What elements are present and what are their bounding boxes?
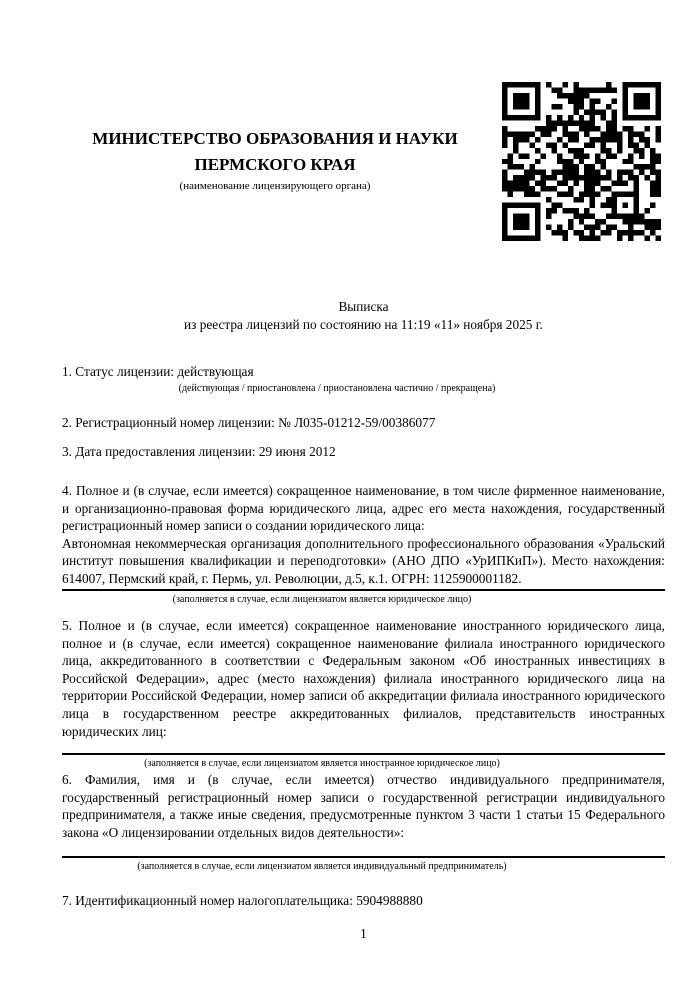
grant-date-text: 3. Дата предоставления лицензии: 29 июня 2012 — [62, 444, 336, 459]
document-header — [62, 126, 488, 193]
qr-code-icon — [502, 82, 661, 241]
license-status-note: (действующая / приостановлена / приостановлена частично / прекращена) — [178, 382, 496, 394]
legal-entity-underline — [62, 589, 665, 591]
item-license-status — [62, 363, 665, 395]
legal-entity-value: Автономная некоммерческая организация дополнительного профессионального образования «Уральский институт повышения квалификации и переподготовки» (АНО ДПО «УрИПКиП»). Место нахождения: 614007, Пермский край, г. Пермь, ул. Революции, д.5, к.1. ОГРН: 1125900001182. — [62, 535, 665, 586]
foreign-entity-label: 5. Полное и (в случае, если имеется) сокращенное наименование иностранного юридического лица, полное и (в случае, если имеется) сокращенное наименование филиала иностранного юридического лица, аккредитованного в соответствии с Федеральным законом «Об иностранных инвестициях в Российской Федерации», адрес (место нахождения) филиала иностранного юридического лица на территории Российской Федерации, номер записи об аккредитации филиала иностранного юридического лица в государственном реестре аккредитованных филиалов, представительств иностранных юридических лиц: — [62, 618, 665, 739]
item-grant-date — [62, 443, 665, 461]
document-title-line2: из реестра лицензий по состоянию на 11:19 «11» ноября 2025 г. — [184, 317, 543, 332]
foreign-entity-note: (заполняется в случае, если лицензиатом является иностранное юридическое лицо) — [144, 758, 500, 770]
foreign-entity-blank-field-line — [62, 753, 665, 755]
license-status-text: 1. Статус лицензии: действующая — [62, 364, 254, 379]
legal-entity-label: 4. Полное и (в случае, если имеется) сокращенное наименование, в том числе фирменное наименование, и организационно-правовая форма юридического лица, адрес его места нахождения, государственный регистрационный номер записи о создании юридического лица: — [62, 483, 665, 534]
document-title-line1: Выписка — [338, 299, 389, 314]
entrepreneur-label: 6. Фамилия, имя и (в случае, если имеется) отчество индивидуального предпринимателя, государственный регистрационный номер записи о государственной регистрации индивидуального предпринимателя, а также иные сведения, предусмотренные пунктом 3 части 1 статьи 15 Федерального закона «О лицензировании отдельных видов деятельности»: — [62, 772, 665, 840]
item-foreign-entity — [62, 617, 665, 770]
registration-number-text: 2. Регистрационный номер лицензии: № Л035-01212-59/00386077 — [62, 415, 436, 430]
item-registration-number — [62, 414, 665, 432]
authority-name-line2: ПЕРМСКОГО КРАЯ — [194, 155, 356, 174]
page-number: 1 — [360, 926, 367, 941]
authority-name-line1: МИНИСТЕРСТВО ОБРАЗОВАНИЯ И НАУКИ — [92, 129, 458, 148]
item-entrepreneur — [62, 771, 665, 873]
item-legal-entity — [62, 482, 665, 606]
entrepreneur-note: (заполняется в случае, если лицензиатом является индивидуальный предприниматель) — [137, 861, 507, 873]
legal-entity-note: (заполняется в случае, если лицензиатом является юридическое лицо) — [172, 593, 472, 605]
authority-note: (наименование лицензирующего органа) — [179, 180, 371, 192]
entrepreneur-blank-field-line — [62, 856, 665, 858]
inn-text: 7. Идентификационный номер налогоплательщика: 5904988880 — [62, 893, 423, 908]
document-title — [62, 298, 665, 334]
item-inn — [62, 892, 665, 910]
